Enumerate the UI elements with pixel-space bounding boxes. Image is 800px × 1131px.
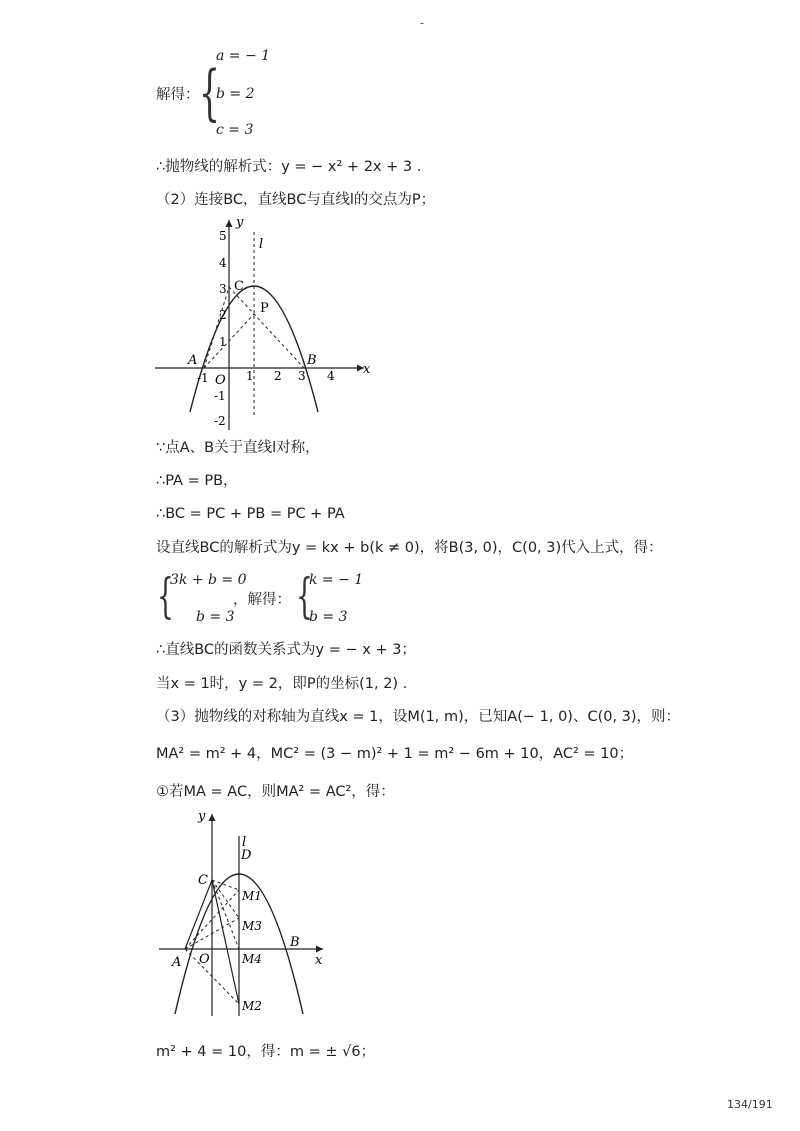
axis-y-label: y [198, 809, 206, 824]
solve-row-b: b = 2 [216, 86, 255, 102]
point-b-label: B [307, 353, 317, 368]
point-c-label: C [234, 279, 244, 294]
point-m2-label: M2 [242, 999, 262, 1013]
point-a-label: A [188, 353, 198, 368]
figure-1-graph [150, 212, 380, 434]
line-l-label: l [242, 835, 247, 850]
y-tick-label: 1 [219, 335, 227, 349]
axis-x-label: x [315, 953, 323, 968]
point-d-label: D [241, 848, 252, 863]
x-tick-label: -1 [197, 371, 209, 385]
part2-heading: （2）连接BC，直线BC与直线l的交点为P； [156, 192, 436, 208]
axis-y-label: y [236, 215, 244, 230]
page-number: 134/191 [727, 1098, 773, 1111]
header-mark: - [420, 16, 425, 30]
segment-cb [229, 287, 304, 368]
point-c-label: C [198, 873, 208, 888]
symmetry-statement: ∵点A、B关于直线l对称， [156, 440, 320, 456]
point-b-label: B [290, 935, 300, 950]
point-m4-label: M4 [242, 952, 262, 966]
y-tick-label: -2 [214, 414, 226, 428]
case1-heading: ①若MA = AC，则MA² = AC²，得： [156, 784, 395, 800]
solve-label-2: ，解得： [233, 592, 291, 608]
origin-label: O [199, 952, 210, 967]
y-tick-label: -1 [214, 389, 226, 403]
axis-x-label: x [363, 362, 371, 377]
point-m1-label: M1 [242, 889, 262, 903]
segment-ac [185, 880, 212, 949]
brace-left-2: { [157, 568, 174, 624]
bc-equation: ∴BC = PC + PB = PC + PA [156, 506, 345, 522]
segment-cm4 [212, 880, 239, 949]
brace-left-1: { [199, 58, 221, 128]
part3-heading: （3）抛物线的对称轴为直线x = 1，设M(1, m)，已知A(− 1, 0)、C(0, 3)，则： [156, 709, 681, 725]
segment-cm2 [212, 880, 239, 1004]
y-tick-label: 5 [219, 229, 227, 243]
point-p-coordinates: 当x = 1时，y = 2，即P的坐标(1, 2) . [156, 676, 408, 692]
y-tick-label: 4 [219, 256, 227, 270]
solve-row-a: a = − 1 [216, 48, 271, 64]
y-tick-label: 2 [219, 308, 227, 322]
point-a-label: A [172, 955, 182, 970]
point-p-label: P [260, 301, 269, 316]
point-m3-label: M3 [242, 919, 262, 933]
x-tick-label: 2 [274, 369, 282, 383]
line-bc-setup: 设直线BC的解析式为y = kx + b(k ≠ 0)，将B(3, 0)，C(0, 3)代入上式，得： [156, 540, 663, 556]
case1-solution: m² + 4 = 10，得：m = ± √6； [156, 1044, 376, 1060]
x-tick-label: 4 [327, 369, 335, 383]
x-tick-label: 3 [298, 369, 306, 383]
solve-row-c: c = 3 [216, 122, 254, 138]
line-bc-result: ∴直线BC的函数关系式为y = − x + 3； [156, 642, 416, 658]
solution-k: k = − 1 [309, 572, 364, 588]
origin-label: O [215, 373, 226, 388]
line-l-label: l [259, 237, 264, 252]
segment-ac [204, 287, 229, 368]
figure-2-graph [155, 806, 335, 1020]
pa-equals-pb: ∴PA = PB， [156, 473, 238, 489]
x-tick-label: 1 [246, 369, 254, 383]
distance-expressions: MA² = m² + 4，MC² = (3 − m)² + 1 = m² − 6m + 10，AC² = 10； [156, 746, 634, 762]
solution-b: b = 3 [309, 609, 348, 625]
system-row-1: 3k + b = 0 [170, 572, 247, 588]
brace-right-2: { [296, 568, 313, 624]
y-tick-label: 3 [219, 282, 227, 296]
solve-label: 解得： [156, 87, 200, 103]
system-row-2: b = 3 [196, 609, 235, 625]
parabola-expression: ∴抛物线的解析式：y = − x² + 2x + 3 . [156, 159, 422, 175]
